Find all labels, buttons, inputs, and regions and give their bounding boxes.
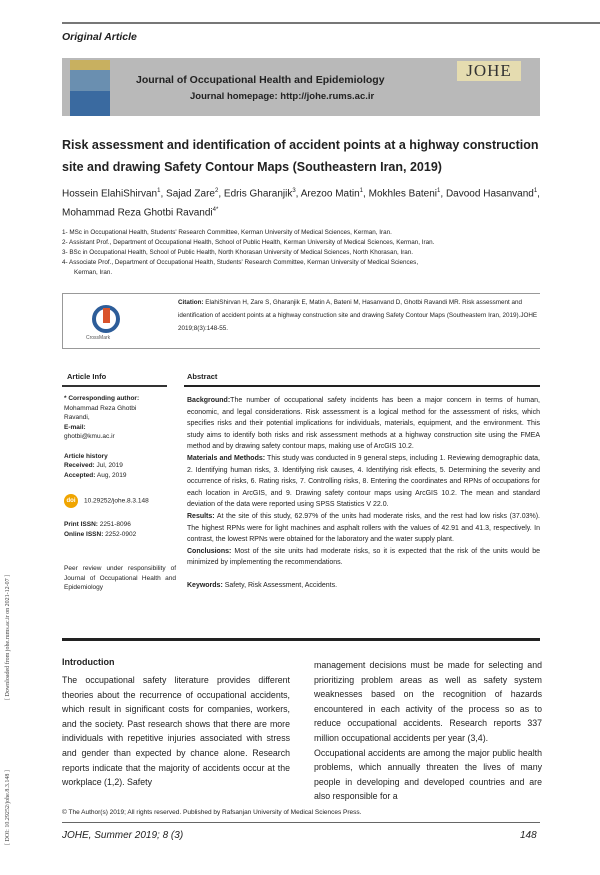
intro-heading: Introduction xyxy=(62,657,115,667)
journal-cover-image xyxy=(70,60,110,116)
footer-rule xyxy=(62,822,540,823)
affiliations xyxy=(62,228,540,278)
doi-icon: doi xyxy=(64,494,78,508)
divider xyxy=(62,385,167,387)
affiliation: Kerman, Iran. xyxy=(74,269,113,276)
email-link[interactable]: ghotbi@kmu.ac.ir xyxy=(64,433,115,440)
affiliation: 2- Assistant Prof., Department of Occupational Health, School of Public Health, Kerman University of Medical Sciences, Kerman, Iran. xyxy=(62,239,435,246)
author: Edris Gharanjik xyxy=(223,188,293,200)
author: Arezoo Matin xyxy=(300,188,360,200)
journal-homepage[interactable]: Journal homepage: http://johe.rums.ac.ir xyxy=(190,91,375,102)
paper-title: Risk assessment and identification of accident points at a highway construction site and drawing Safety Contour Maps (Southeastern Iran, 2019) xyxy=(62,138,539,174)
affiliation: 3- BSc in Occupational Health, School of Public Health, North Khorasan University of Medical Sciences, North Khorasan, Iran. xyxy=(62,249,414,256)
crossmark-label: CrossMark xyxy=(86,335,111,341)
author: Hossein ElahiShirvan xyxy=(62,188,158,200)
article-type: Original Article xyxy=(62,31,137,43)
margin-doi-note: [ DOI: 10.29252/johe.8.3.148 ] xyxy=(5,770,11,845)
copyright: © The Author(s) 2019; All rights reserved. Published by Rafsanjan University of Medical Sciences Press. xyxy=(62,809,362,816)
doi-link[interactable]: 10.29252/johe.8.3.148 xyxy=(84,497,149,505)
intro-right-column: management decisions must be made for selecting and prioritizing problem areas as well as safety system weaknesses based on the recognition of hazards encountered in each activity of the process so as to reduce occupational accidents. Research reports 337 million occupational accidents per year (3,4). Occupational accidents are among the major public health problems, which annually threaten the lives of many people in developing and developed countries and are also responsible for a xyxy=(314,660,542,802)
author: Mokhles Bateni xyxy=(368,188,438,200)
affiliation: 4- Associate Prof., Department of Occupational Health, Students' Research Committee, Kerman University of Medical Sciences, xyxy=(62,259,419,266)
page-number: 148 xyxy=(520,830,537,841)
article-info-heading: Article Info xyxy=(67,372,107,381)
citation: Citation: ElahiShirvan H, Zare S, Gharanjik E, Matin A, Bateni M, Hasanvand D, Ghotbi Ravandi MR. Risk assessment and identification of accident points at a highway construction site and drawing Safety Contour Maps (Southeastern Iran, 2019).JOHE 2019;8(3):148-55. xyxy=(178,299,538,332)
journal-logo: JOHE xyxy=(457,61,521,81)
author: Sajad Zare xyxy=(166,188,215,200)
article-info: * Corresponding author: Mohammad Reza Ghotbi Ravandi, E-mail: ghotbi@kmu.ac.ir Article history Received: Jul, 2019 Accepted: Aug, 2019 doi 10.29252/johe.8.3.148 Print ISSN: 2251-8096 Online ISSN: 2252-0902 Peer review under responsibility of Journal of Occupational Health and Epidemiology xyxy=(64,395,176,591)
journal-name: Journal of Occupational Health and Epidemiology xyxy=(136,74,385,86)
author-list: Hossein ElahiShirvan$^1$, Sajad Zare$^2$, Edris Gharanjik$^3$, Arezoo Matin$^1$, Mokhles Bateni$^1$, Davood Hasanvand$^1$, Mohammad Reza Ghotbi Ravandi$^{4*}$ xyxy=(62,188,540,219)
margin-download-note: [ Downloaded from johe.rums.ac.ir on 2021-12-07 ] xyxy=(5,574,11,700)
crossmark-icon[interactable] xyxy=(92,305,120,333)
affiliation: 1- MSc in Occupational Health, Students' Research Committee, Kerman University of Medical Sciences, Kerman, Iran. xyxy=(62,229,392,236)
author: Davood Hasanvand xyxy=(445,188,534,200)
top-rule xyxy=(62,22,600,24)
abstract-body: Background:The number of occupational safety incidents has been a major concern in terms of human, economic, and legal considerations. Risk assessment is a logical method for the assessment of risks, which specifies risks and their potential implications for individuals, materials, equipment, and the environment. This study aims to identify both risks and risk assessment methods at a highway construction site using the FMEA method and by drawing safety contour maps, making use of ArcGIS 10.2. Materials and Methods: This study was conducted in 9 general steps, including 1. Reviewing demographic data, 2. Identifying human risks, 3. Identifying risk causes, 4. Identifying risk effects, 5. Determining the severity and occurrence of risks, 6. Rating risks, 7. Controlling risks, 8. Entering the coordinates and RPNs of occupations for each location in ArcGIS, and 9. Drawing safety contour maps using ArcGIS 10.2. The mean and standard deviation of the data were reported using SPSS Statistics V 22.0. Results: At the site of this study, 62.97% of the units had moderate risks, and the rest had low risks (37.03%). The highest RPNs were for light machines and asphalt rollers with the values of 42.91 and 41.3, respectively. In contrast, the lowest RPNs were obtained for the laboratory and the water supply plant. Conclusions: Most of the site units had moderate risks, so it is expected that the risk of the units would be minimized by implementing the recommendations. Keywords: Safety, Risk Assessment, Accidents. xyxy=(187,397,541,589)
intro-left-column: The occupational safety literature provides different theories about the recurrence of occupational accidents, which result in significant costs for companies, workers, and the society. Past research shows that there are more individuals with repetitive injuries associated with stress and gender than expected by chance alone. Research reports indicate that the majority of accidents occur at the workplace (1,2). Safety xyxy=(62,675,290,788)
divider xyxy=(62,638,540,641)
footer-journal: JOHE, Summer 2019; 8 (3) xyxy=(62,830,184,841)
divider xyxy=(184,385,540,387)
author: Mohammad Reza Ghotbi Ravandi xyxy=(62,207,213,219)
abstract-heading: Abstract xyxy=(187,372,218,381)
